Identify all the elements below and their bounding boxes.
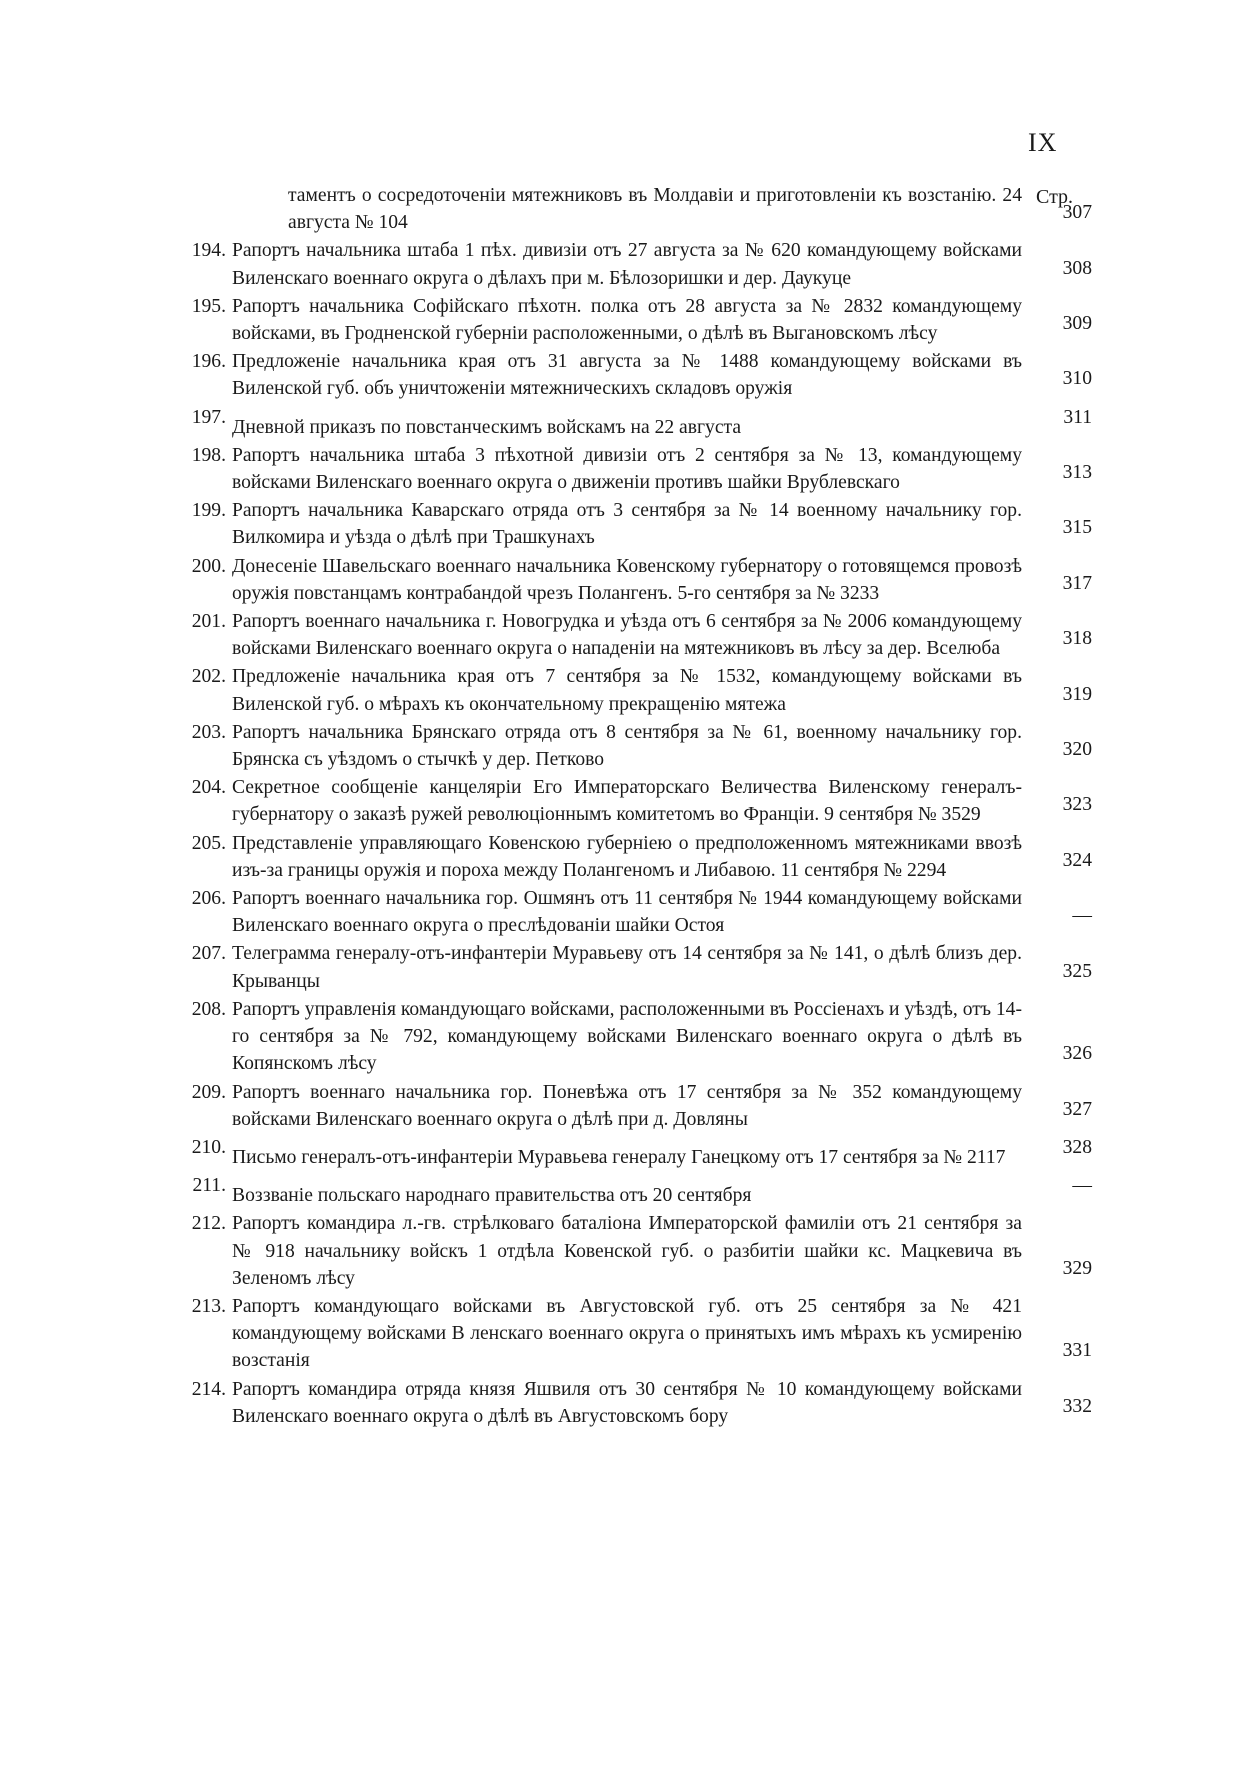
entry-text: Рапортъ командующаго войсками въ Августовской губ. отъ 25 сентября за № 421 командующему войсками В ленскаго военнаго округа о принятыхъ имъ мѣрахъ къ усмиренію возстанія: [232, 1295, 1022, 1372]
toc-entry: [176, 348, 1092, 402]
entry-page: 318: [1062, 628, 1092, 650]
toc-entry: [176, 1210, 1092, 1292]
entry-page: 323: [1062, 794, 1092, 816]
entry-text: Предложеніе начальника края отъ 31 августа за № 1488 командующему войсками въ Виленской губ. объ уничтоженіи мятежническихъ складовъ оружія: [232, 351, 1022, 400]
entry-page: —: [1072, 905, 1092, 927]
entry-text: Рапортъ командира отряда князя Яшвиля отъ 30 сентября № 10 командующему войсками Виленскаго военнаго округа о дѣлѣ въ Августовскомъ бору: [232, 1378, 1022, 1427]
toc-entry: [176, 1376, 1092, 1430]
entry-page: 332: [1062, 1395, 1092, 1417]
entry-text: Секретное сообщеніе канцеляріи Его Императорскаго Величества Виленскому генералъ-губернатору о заказѣ ружей революціоннымъ комитетомъ во Франціи. 9 сентября № 3529: [232, 777, 1022, 826]
entry-page: 313: [1062, 462, 1092, 484]
entry-page: 317: [1062, 572, 1092, 594]
entry-number: 194.: [191, 240, 226, 262]
entry-number: 200.: [191, 555, 226, 577]
entry-text: Рапортъ командира л.-гв. стрѣлковаго баталіона Императорской фамиліи отъ 21 сентября за № 918 начальнику войскъ 1 отдѣла Ковенской губ. о разбитіи шайки кс. Мацкевича въ Зеленомъ лѣсу: [232, 1213, 1022, 1289]
entry-number: 201.: [191, 611, 226, 633]
entry-page: 329: [1062, 1257, 1092, 1279]
toc-entry: [176, 1172, 1092, 1209]
entry-text: Рапортъ начальника штаба 3 пѣхотной дивизіи отъ 2 сентября за № 13, командующему войсками Виленскаго военнаго округа о движеніи противъ шайки Врублевскаго: [232, 444, 1022, 494]
entry-page: 310: [1062, 368, 1092, 390]
entry-text: Рапортъ начальника Брянскаго отряда отъ 8 сентября за № 61, военному начальнику гор. Брянска съ уѣздомъ о стычкѣ у дер. Петково: [232, 721, 1022, 771]
entry-page: —: [1072, 1175, 1092, 1197]
entry-number: 199.: [191, 500, 226, 522]
entry-number: 211.: [192, 1175, 226, 1197]
entry-number: 213.: [191, 1295, 226, 1317]
entry-number: 198.: [191, 444, 226, 466]
toc-entry: [176, 608, 1092, 662]
entry-page: 308: [1062, 257, 1092, 279]
entry-text: Рапортъ военнаго начальника гор. Ошмянъ отъ 11 сентября № 1944 командующему войсками Виленскаго военнаго округа о преслѣдованіи шайки Остоя: [232, 888, 1022, 937]
entry-page: 315: [1062, 517, 1092, 539]
entry-text: таментъ о сосредоточеніи мятежниковъ въ Молдавіи и приготовленіи къ возстанію. 24 августа № 104: [288, 185, 1022, 234]
entry-number: 205.: [191, 832, 226, 854]
entry-page: 324: [1062, 849, 1092, 871]
entry-page: 326: [1062, 1043, 1092, 1065]
entry-page: 307: [1062, 202, 1092, 224]
entry-number: 207.: [191, 943, 226, 965]
entry-number: 209.: [191, 1081, 226, 1103]
toc-entry: [176, 719, 1092, 773]
entry-number: 202.: [191, 666, 226, 688]
entry-number: 197.: [191, 406, 226, 428]
toc-entry: [176, 774, 1092, 828]
toc-entry: [176, 1079, 1092, 1133]
entry-page: 309: [1062, 313, 1092, 335]
entry-page: 325: [1062, 960, 1092, 982]
toc-entry: [176, 182, 1092, 236]
entry-number: 203.: [191, 721, 226, 743]
toc-entry: [176, 663, 1092, 717]
entry-text: Рапортъ начальника штаба 1 пѣх. дивизіи отъ 27 августа за № 620 командующему войсками Виленскаго военнаго округа о дѣлахъ при м. Бѣлозоришки и дер. Даукуце: [232, 240, 1022, 289]
entry-text: Рапортъ военнаго начальника гор. Поневѣжа отъ 17 сентября за № 352 командующему войсками Виленскаго военнаго округа о дѣлѣ при д. Довляны: [232, 1081, 1022, 1130]
entry-text: Предложеніе начальника края отъ 7 сентября за № 1532, командующему войсками въ Виленской губ. о мѣрахъ къ окончательному прекращенію мятежа: [232, 666, 1022, 715]
entry-number: 208.: [191, 998, 226, 1020]
entry-number: 206.: [191, 888, 226, 910]
toc-entry: [176, 1134, 1092, 1171]
entry-text: Рапортъ управленія командующаго войсками, расположенными въ Россіенахъ и уѣздѣ, отъ 14-го сентября за № 792, командующему войсками Виленскаго военнаго округа о дѣлѣ въ Копянскомъ лѣсу: [232, 998, 1022, 1075]
entry-page: 320: [1062, 739, 1092, 761]
toc-entry: [176, 1293, 1092, 1375]
folio-page-number: IX: [1028, 128, 1058, 157]
entry-text: Телеграмма генералу-отъ-инфантеріи Муравьеву отъ 14 сентября за № 141, о дѣлѣ близъ дер. Крыванцы: [232, 943, 1022, 992]
page-column-label: Стр.: [1036, 186, 1074, 208]
toc-entry: [176, 404, 1092, 441]
entry-number: 212.: [191, 1213, 226, 1235]
entry-text: Донесеніе Шавельскаго военнаго начальника Ковенскому губернатору о готовящемся провозѣ оружія повстанцамъ контрабандой чрезъ Полангенъ. 5-го сентября за № 3233: [232, 555, 1022, 604]
entry-text: Представленіе управляющаго Ковенскою губерніею о предположенномъ мятежниками ввозѣ изъ-за границы оружія и пороха между Полангеномъ и Либавою. 11 сентября № 2294: [232, 832, 1022, 881]
entry-number: 196.: [191, 351, 226, 373]
entry-page: 319: [1062, 683, 1092, 705]
entry-text: Воззваніе польскаго народнаго правительства отъ 20 сентября: [232, 1185, 752, 1207]
entry-page: 331: [1062, 1340, 1092, 1362]
toc-entry: [176, 237, 1092, 291]
entry-number: 210.: [191, 1136, 226, 1158]
entry-text: Рапортъ военнаго начальника г. Новогрудка и уѣзда отъ 6 сентября за № 2006 командующему войсками Виленскаго военнаго округа о нападеніи на мятежниковъ въ лѣсу за дер. Вселюба: [232, 611, 1022, 660]
toc-entry: [176, 996, 1092, 1078]
toc-entries: [176, 182, 1092, 1431]
entry-text: Рапортъ начальника Каварскаго отряда отъ 3 сентября за № 14 военному начальнику гор. Вилкомира и уѣзда о дѣлѣ при Трашкунахъ: [232, 500, 1022, 549]
entry-text: Дневной приказъ по повстанческимъ войскамъ на 22 августа: [232, 416, 742, 438]
entry-page: 327: [1062, 1098, 1092, 1120]
toc-entry: [176, 885, 1092, 939]
toc-entry: [176, 293, 1092, 347]
toc-entry: [176, 940, 1092, 994]
entry-number: 214.: [191, 1378, 226, 1400]
entry-number: 195.: [191, 295, 226, 317]
entry-page: 328: [1062, 1136, 1092, 1158]
toc-entry: [176, 442, 1092, 496]
toc-entry: [176, 830, 1092, 884]
entry-page: 311: [1063, 406, 1092, 428]
entry-text: Письмо генералъ-отъ-инфантеріи Муравьева генералу Ганецкому отъ 17 сентября за № 2117: [232, 1146, 1006, 1168]
toc-entry: [176, 497, 1092, 551]
entry-number: 204.: [191, 777, 226, 799]
toc-entry: [176, 553, 1092, 607]
entry-text: Рапортъ начальника Софійскаго пѣхотн. полка отъ 28 августа за № 2832 командующему войсками, въ Гродненской губерніи расположенными, о дѣлѣ въ Выгановскомъ лѣсу: [232, 295, 1022, 345]
